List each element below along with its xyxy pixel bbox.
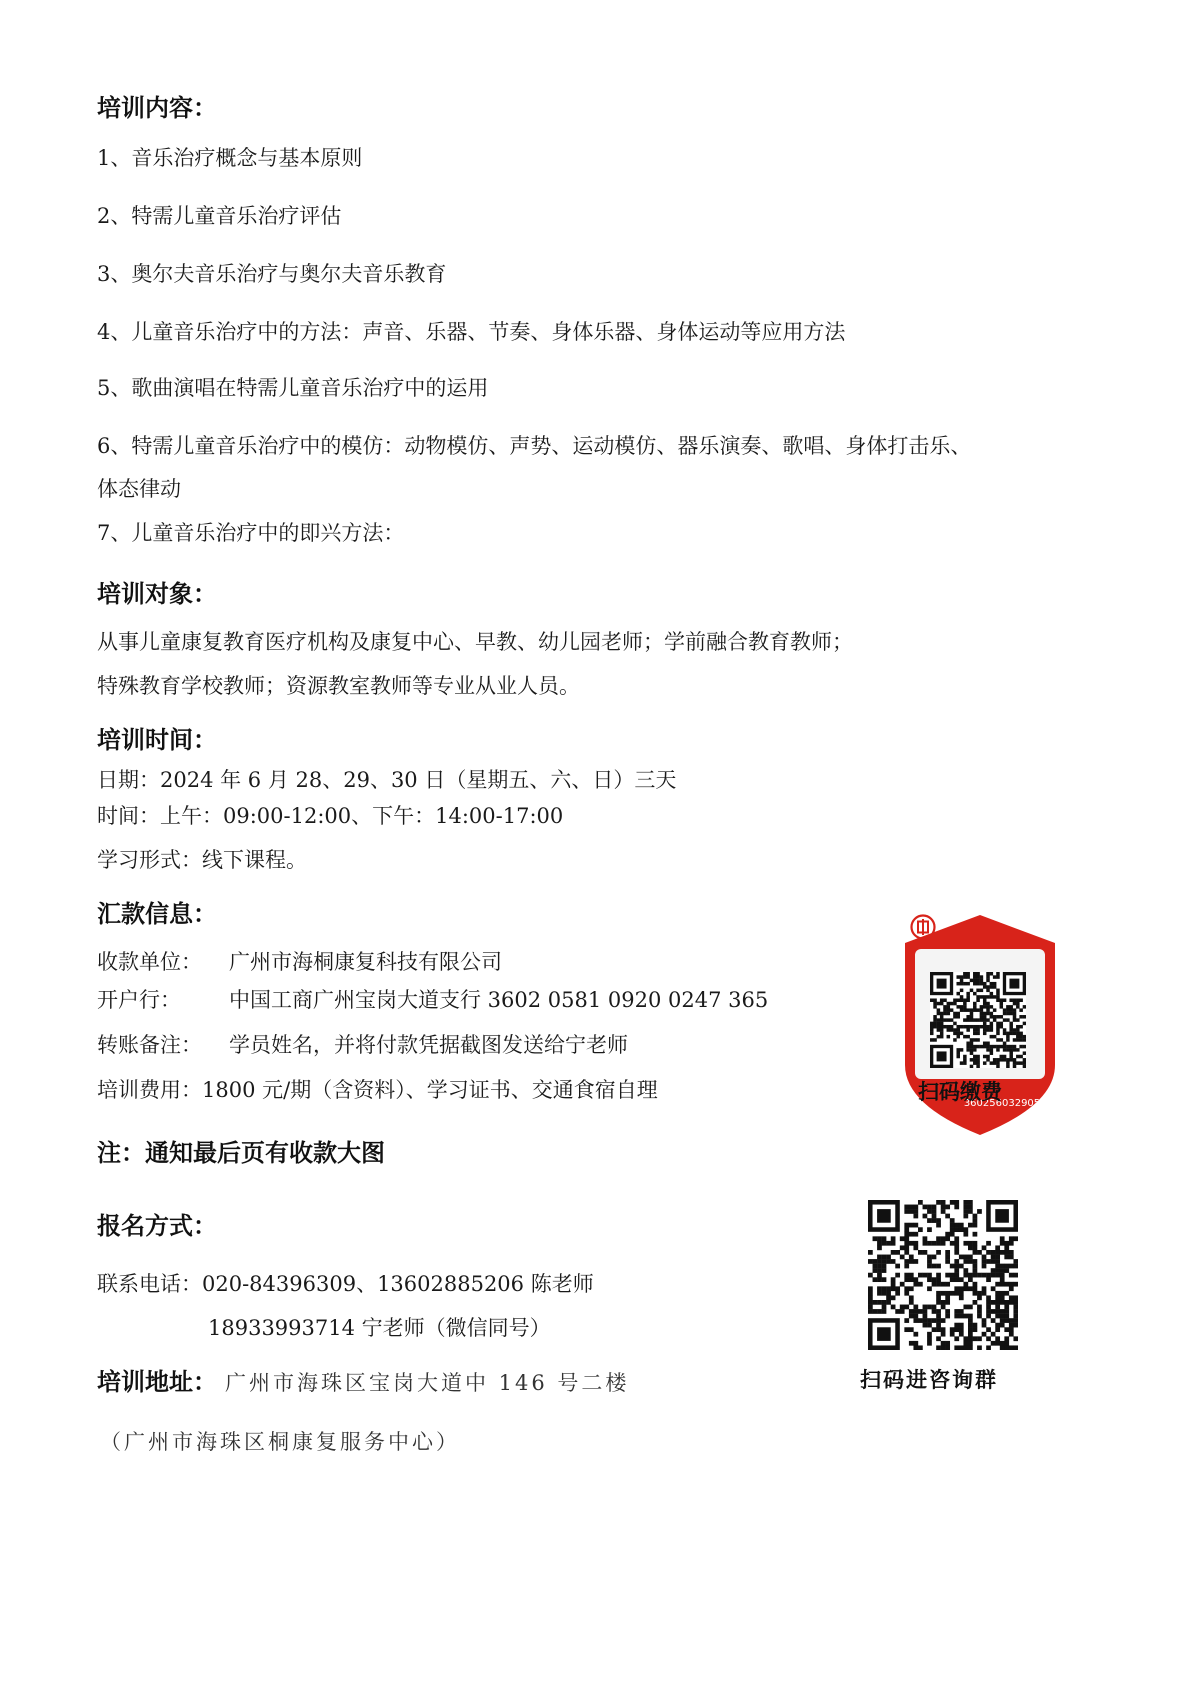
remit-row-memo: [97, 1029, 628, 1059]
content-item-5: 5、歌曲演唱在特需儿童音乐治疗中的运用: [97, 376, 489, 400]
content-item-2: 2、特需儿童音乐治疗评估: [97, 204, 342, 228]
note-text: 注：通知最后页有收款大图: [97, 1139, 385, 1167]
address-row: [97, 1362, 629, 1397]
remit-row-bank: [97, 984, 768, 1014]
address-sub: （广州市海珠区桐康复服务中心）: [100, 1430, 460, 1454]
payment-qr-caption: 扫码缴费: [918, 1080, 1002, 1104]
remit-bank-label: 开户行：: [97, 988, 181, 1012]
signup-phone-line-1: 020-84396309、13602885206 陈老师: [202, 1272, 594, 1296]
content-item-6-cont: 体态律动: [97, 477, 181, 501]
remit-bank-value: 中国工商广州宝岗大道支行 3602 0581 0920 0247 365: [229, 988, 769, 1012]
signup-phone-row: [97, 1268, 594, 1298]
signup-phone-label: 联系电话：: [97, 1272, 202, 1296]
remit-heading: 汇款信息：: [97, 900, 217, 928]
signup-heading: 报名方式：: [97, 1212, 217, 1240]
remit-row-fee: [97, 1074, 658, 1104]
schedule-date: 日期：2024 年 6 月 28、29、30 日（星期五、六、日）三天: [97, 768, 677, 792]
payment-qr-id: 360256032905: [963, 1098, 1041, 1109]
group-qr-code[interactable]: [868, 1200, 1018, 1350]
remit-row-payee: [97, 946, 502, 976]
schedule-time: 时间：上午：09:00-12:00、下午：14:00-17:00: [97, 804, 564, 828]
signup-phone-line-2: 18933993714 宁老师（微信同号）: [208, 1316, 551, 1340]
audience-line-2: 特殊教育学校教师；资源教室教师等专业从业人员。: [97, 674, 580, 698]
content-heading: 培训内容：: [97, 94, 217, 122]
content-item-3: 3、奥尔夫音乐治疗与奥尔夫音乐教育: [97, 262, 447, 286]
audience-heading: 培训对象：: [97, 580, 217, 608]
remit-fee-value: 1800 元/期（含资料）、学习证书、交通食宿自理: [202, 1078, 658, 1102]
group-qr-caption: 扫码进咨询群: [860, 1368, 998, 1392]
schedule-heading: 培训时间：: [97, 726, 217, 754]
remit-memo-value: 学员姓名，并将付款凭据截图发送给宁老师: [229, 1033, 628, 1057]
remit-memo-label: 转账备注：: [97, 1033, 202, 1057]
content-item-7: 7、儿童音乐治疗中的即兴方法：: [97, 521, 405, 545]
address-label: 培训地址：: [97, 1368, 217, 1396]
content-item-6: 6、特需儿童音乐治疗中的模仿：动物模仿、声势、运动模仿、器乐演奏、歌唱、身体打击乐、: [97, 434, 972, 458]
content-item-4: 4、儿童音乐治疗中的方法：声音、乐器、节奏、身体乐器、身体运动等应用方法: [97, 320, 846, 344]
remit-payee-label: 收款单位：: [97, 950, 202, 974]
remit-fee-label: 培训费用：: [97, 1078, 202, 1102]
address-value: 广州市海珠区宝岗大道中 146 号二楼: [225, 1371, 630, 1395]
remit-payee-value: 广州市海桐康复科技有限公司: [229, 950, 502, 974]
content-item-1: 1、音乐治疗概念与基本原则: [97, 146, 363, 170]
schedule-format: 学习形式：线下课程。: [97, 848, 307, 872]
audience-line-1: 从事儿童康复教育医疗机构及康复中心、早教、幼儿园老师；学前融合教育教师；: [97, 630, 853, 654]
payment-qr-code[interactable]: [930, 972, 1026, 1068]
